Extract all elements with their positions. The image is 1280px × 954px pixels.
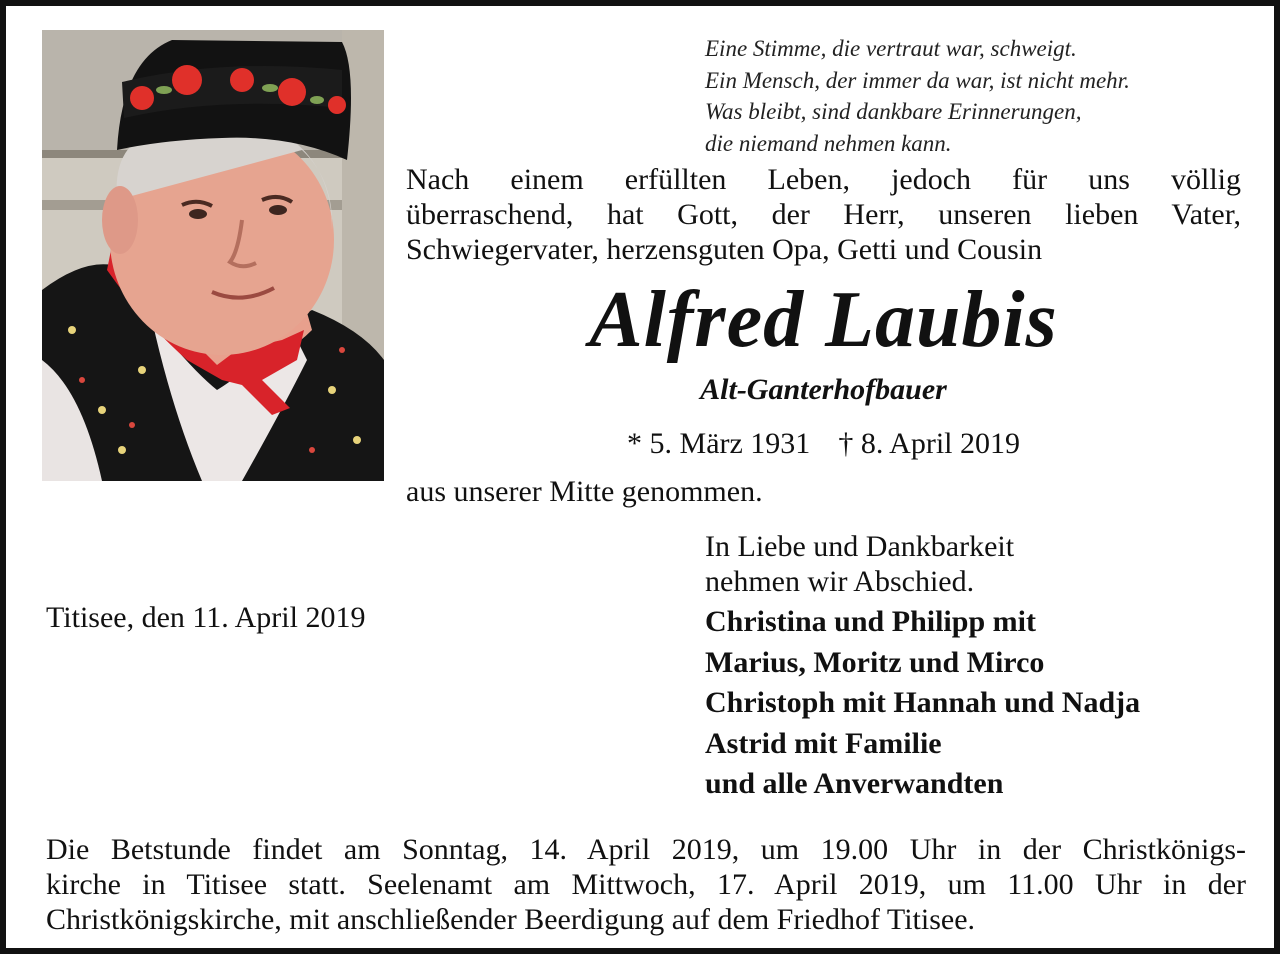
- service-info: [46, 832, 1246, 937]
- farewell-line: In Liebe und Dankbarkeit: [705, 530, 1015, 563]
- motto-line: die niemand nehmen kann.: [705, 130, 952, 156]
- motto-verse: [705, 33, 1130, 159]
- closing-line: aus unserer Mitte genommen.: [406, 475, 763, 508]
- mourner-line: Christina und Philipp mit: [705, 605, 1036, 638]
- mourner-line: Christoph mit Hannah und Nadja: [705, 686, 1141, 719]
- portrait-illustration: [42, 30, 384, 481]
- intro-line: überraschend, hat Gott, der Herr, unseren lieben Vater,: [406, 198, 1241, 231]
- farewell-line: nehmen wir Abschied.: [705, 565, 975, 598]
- deceased-name: Alfred Laubis: [589, 276, 1058, 364]
- intro-line: Nach einem erfüllten Leben, jedoch für uns völlig: [406, 163, 1241, 196]
- farewell-text: [705, 529, 1014, 599]
- service-line: kirche in Titisee statt. Seelenamt am Mittwoch, 17. April 2019, um 11.00 Uhr in der: [46, 868, 1246, 901]
- portrait-photo: [42, 30, 384, 481]
- motto-line: Eine Stimme, die vertraut war, schweigt.: [705, 36, 1077, 61]
- service-line: Die Betstunde findet am Sonntag, 14. April 2019, um 19.00 Uhr in der Christkönigs-: [46, 833, 1246, 866]
- intro-text: [406, 162, 1241, 267]
- deceased-occupation: Alt-Ganterhofbauer: [700, 373, 947, 406]
- mourner-line: Marius, Moritz und Mirco: [705, 645, 1045, 679]
- mourner-line: und alle Anverwandten: [705, 767, 1004, 800]
- motto-line: Ein Mensch, der immer da war, ist nicht mehr.: [705, 67, 1130, 93]
- place-and-date: Titisee, den 11. April 2019: [46, 601, 366, 634]
- mourners-list: [705, 602, 1140, 805]
- intro-line: Schwiegervater, herzensguten Opa, Getti und Cousin: [406, 233, 1043, 266]
- service-line: Christkönigskirche, mit anschließender Beerdigung auf dem Friedhof Titisee.: [46, 903, 976, 936]
- birth-date: * 5. März 1931: [627, 427, 811, 460]
- life-dates: [406, 424, 1241, 464]
- motto-line: Was bleibt, sind dankbare Erinnerungen,: [705, 99, 1082, 124]
- death-date: † 8. April 2019: [838, 427, 1020, 460]
- mourner-line: Astrid mit Familie: [705, 726, 942, 760]
